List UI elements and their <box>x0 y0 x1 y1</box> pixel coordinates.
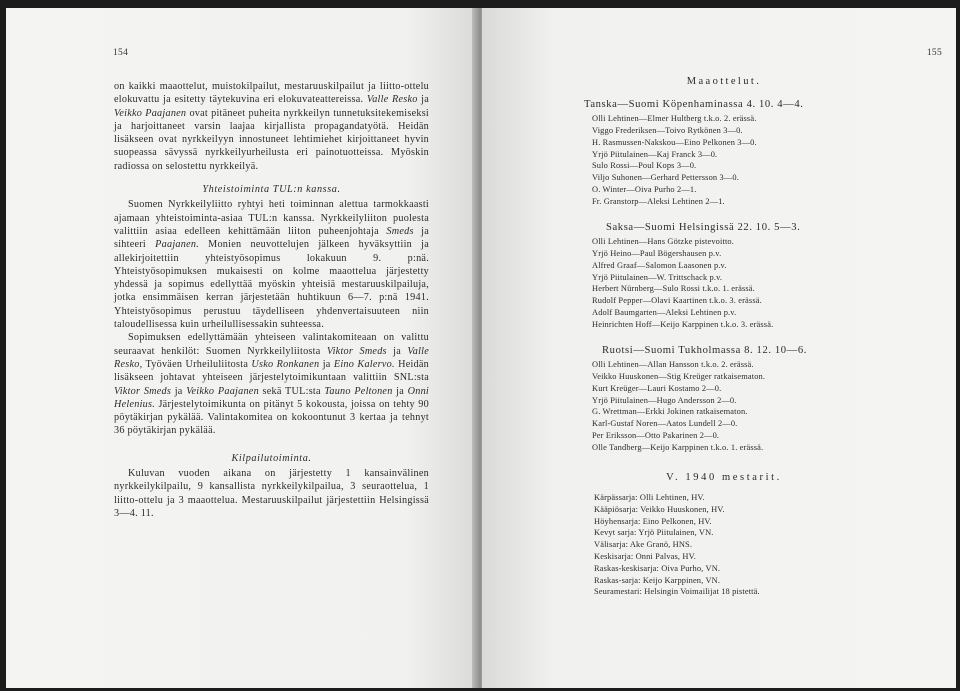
champion-item: Seuramestari: Helsingin Voimailijat 18 pistettä. <box>594 587 760 597</box>
match-heading: Ruotsi—Suomi Tukholmassa 8. 12. 10—6. <box>602 344 807 356</box>
champion-item: Välisarja: Ake Granö, HNS. <box>594 540 693 550</box>
section-heading-competition: Kilpailutoiminta. <box>231 452 312 464</box>
result-item: Olli Lehtinen—Hans Götzke pistevoitto. <box>592 237 735 247</box>
result-item: Kurt Kreüger—Lauri Kostamo 2—0. <box>592 383 722 393</box>
result-item: Yrjö Heino—Paul Bögershausen p.v. <box>592 248 722 258</box>
result-item: Olle Tandberg—Keijo Karppinen t.k.o. 1. erässä. <box>592 442 764 452</box>
result-item: Karl-Gustaf Noren—Aatos Lundell 2—0. <box>592 419 738 429</box>
result-item: Adolf Baumgarten—Aleksi Lehtinen p.v. <box>592 307 737 317</box>
champions-list <box>594 492 874 598</box>
champion-item: Raskas-sarja: Keijo Karppinen, VN. <box>594 575 721 585</box>
match-heading: Tanska—Suomi Köpenhaminassa 4. 10. 4—4. <box>584 98 804 110</box>
cooperation-paragraph-1: Suomen Nyrkkeilyliitto ryhtyi heti toiminnan alettua tarmokkaasti ajamaan yhteistoiminta-asiaa TUL:n kanssa. Nyrkkeilyliiton puolesta valittiin asiaa edelleen kehittämään liiton puheenjohtaja Smeds ja sihteeri Paajanen. Monien neuvottelujen jälkeen hyväksyttiin ja allekirjoitettiin yhteistyösopimus lokakuun 9. p:nä. Yhteistyösopimuksen mukaisesti on kolme maaottelua järjestetty yhdessä ja sopimus edellyttää myöskin yhteisiä mestaruuskilpailuja, jotka ensimmäisen kerran järjestetään huhtikuun 6—7. p:nä 1941. Yhteistyösopimus perustuu täydelliseen yhdenvertaisuuteen niin taloudellisessa kuin urheilullisessakin suhteessa. <box>114 199 430 331</box>
result-item: Fr. Granstorp—Aleksi Lehtinen 2—1. <box>592 196 725 206</box>
result-list <box>592 359 874 453</box>
result-item: Herbert Nürnberg—Sulo Rossi t.k.o. 1. erässä. <box>592 284 755 294</box>
result-item: O. Winter—Oiva Purho 2—1. <box>592 184 697 194</box>
result-item: Alfred Graaf—Salomon Laasonen p.v. <box>592 260 727 270</box>
intro-paragraph: on kaikki maaottelut, muistokilpailut, mestaruuskilpailut ja liitto-ottelu elokuvattu ja esitetty täytekuvina eri elokuvateattereissa. Valle Resko ja Veikko Paajanen ovat pitäneet puheita nyrkkeilyn tunnetuksitekemiseksi ja harjoittaneet varsin laajaa kirjallista propagandatyötä. Heidän lisäkseen ovat nyrkkeilyyn innostuneet lehtimiehet kirjoittaneet hyvin suopeassa sävyssä nyrkkeilyurheilusta eri painotuotteissa. Myöskin radiossa on selostettu nyrkkeilyä. <box>114 81 429 172</box>
result-item: Yrjö Piitulainen—W. Trittschack p.v. <box>592 272 723 282</box>
cooperation-paragraph-2: Sopimuksen edellyttämään yhteiseen valintakomiteaan on valittu seuraavat henkilöt: Suomen Nyrkkeilyliitosta Viktor Smeds ja Valle Resko, Työväen Urheiluliitosta Usko Ronkanen ja Eino Kalervo. Heidän lisäkseen johtavat yhteiseen järjestelytoimikuntaan valittiin SNL:sta Viktor Smeds ja Veikko Paajanen sekä TUL:sta Tauno Peltonen ja Onni Helenius. Järjestelytoimikunta on pitänyt 5 kokousta, joissa on tehty 90 pöytäkirjan pykälää. Valintakomitea on kokoontunut 3 kertaa ja tehnyt 36 pöytäkirjan pykälää. <box>114 332 430 437</box>
champion-item: Raskas-keskisarja: Oiva Purho, VN. <box>594 563 721 573</box>
match-block <box>574 99 874 208</box>
right-page-body <box>574 76 874 598</box>
result-item: Yrjö Piitulainen—Kaj Franck 3—0. <box>592 149 718 159</box>
right-page <box>482 8 956 688</box>
page-number: 154 <box>113 48 129 58</box>
result-item: G. Wrettman—Erkki Jokinen ratkaisematon. <box>592 407 748 417</box>
result-item: Olli Lehtinen—Elmer Hultberg t.k.o. 2. erässä. <box>592 114 757 124</box>
result-item: Olli Lehtinen—Allan Hansson t.k.o. 2. erässä. <box>592 360 754 370</box>
champion-item: Kärpässarja: Olli Lehtinen, HV. <box>594 493 705 503</box>
international-matches-heading: Maaottelut. <box>686 76 762 87</box>
result-item: Viggo Frederiksen—Toivo Rytkönen 3—0. <box>592 125 743 135</box>
champion-item: Kevyt sarja: Yrjö Piitulainen, VN. <box>594 528 714 538</box>
champion-item: Keskisarja: Onni Palvas, HV. <box>594 552 696 562</box>
book-spread <box>6 8 956 688</box>
result-item: H. Rasmussen-Nakskou—Eino Pelkonen 3—0. <box>592 137 757 147</box>
left-page-body <box>114 80 429 520</box>
competition-paragraph: Kuluvan vuoden aikana on järjestetty 1 kansainvälinen nyrkkeilykilpailu, 9 kansallista nyrkkeilykilpailua, 3 seuraottelua, 1 liitto-ottelu ja 3 maaottelua. Mestaruuskilpailut järjestettiin Helsingissä 3—4. 11. <box>114 468 429 519</box>
result-list <box>592 113 874 207</box>
champion-item: Kääpiösarja: Veikko Huuskonen, HV. <box>594 504 725 514</box>
match-block <box>574 345 874 454</box>
page-number: 155 <box>926 48 942 58</box>
result-item: Veikko Huuskonen—Stig Kreüger ratkaisematon. <box>592 371 766 381</box>
champions-heading: V. 1940 mestarit. <box>666 471 782 483</box>
result-item: Viljo Suhonen—Gerhard Pettersson 3—0. <box>592 173 739 183</box>
left-page <box>6 8 478 688</box>
match-block <box>574 222 874 331</box>
section-heading-cooperation: Yhteistoiminta TUL:n kanssa. <box>202 184 341 196</box>
result-list <box>592 236 874 330</box>
result-item: Heinrichten Hoff—Keijo Karppinen t.k.o. 3. erässä. <box>592 319 774 329</box>
result-item: Rudolf Pepper—Olavi Kaartinen t.k.o. 3. erässä. <box>592 296 762 306</box>
result-item: Yrjö Piitulainen—Hugo Andersson 2—0. <box>592 395 737 405</box>
result-item: Sulo Rossi—Poul Kops 3—0. <box>592 161 697 171</box>
match-heading: Saksa—Suomi Helsingissä 22. 10. 5—3. <box>606 221 801 233</box>
champion-item: Höyhensarja: Eino Pelkonen, HV. <box>594 516 712 526</box>
result-item: Per Eriksson—Otto Pakarinen 2—0. <box>592 430 720 440</box>
